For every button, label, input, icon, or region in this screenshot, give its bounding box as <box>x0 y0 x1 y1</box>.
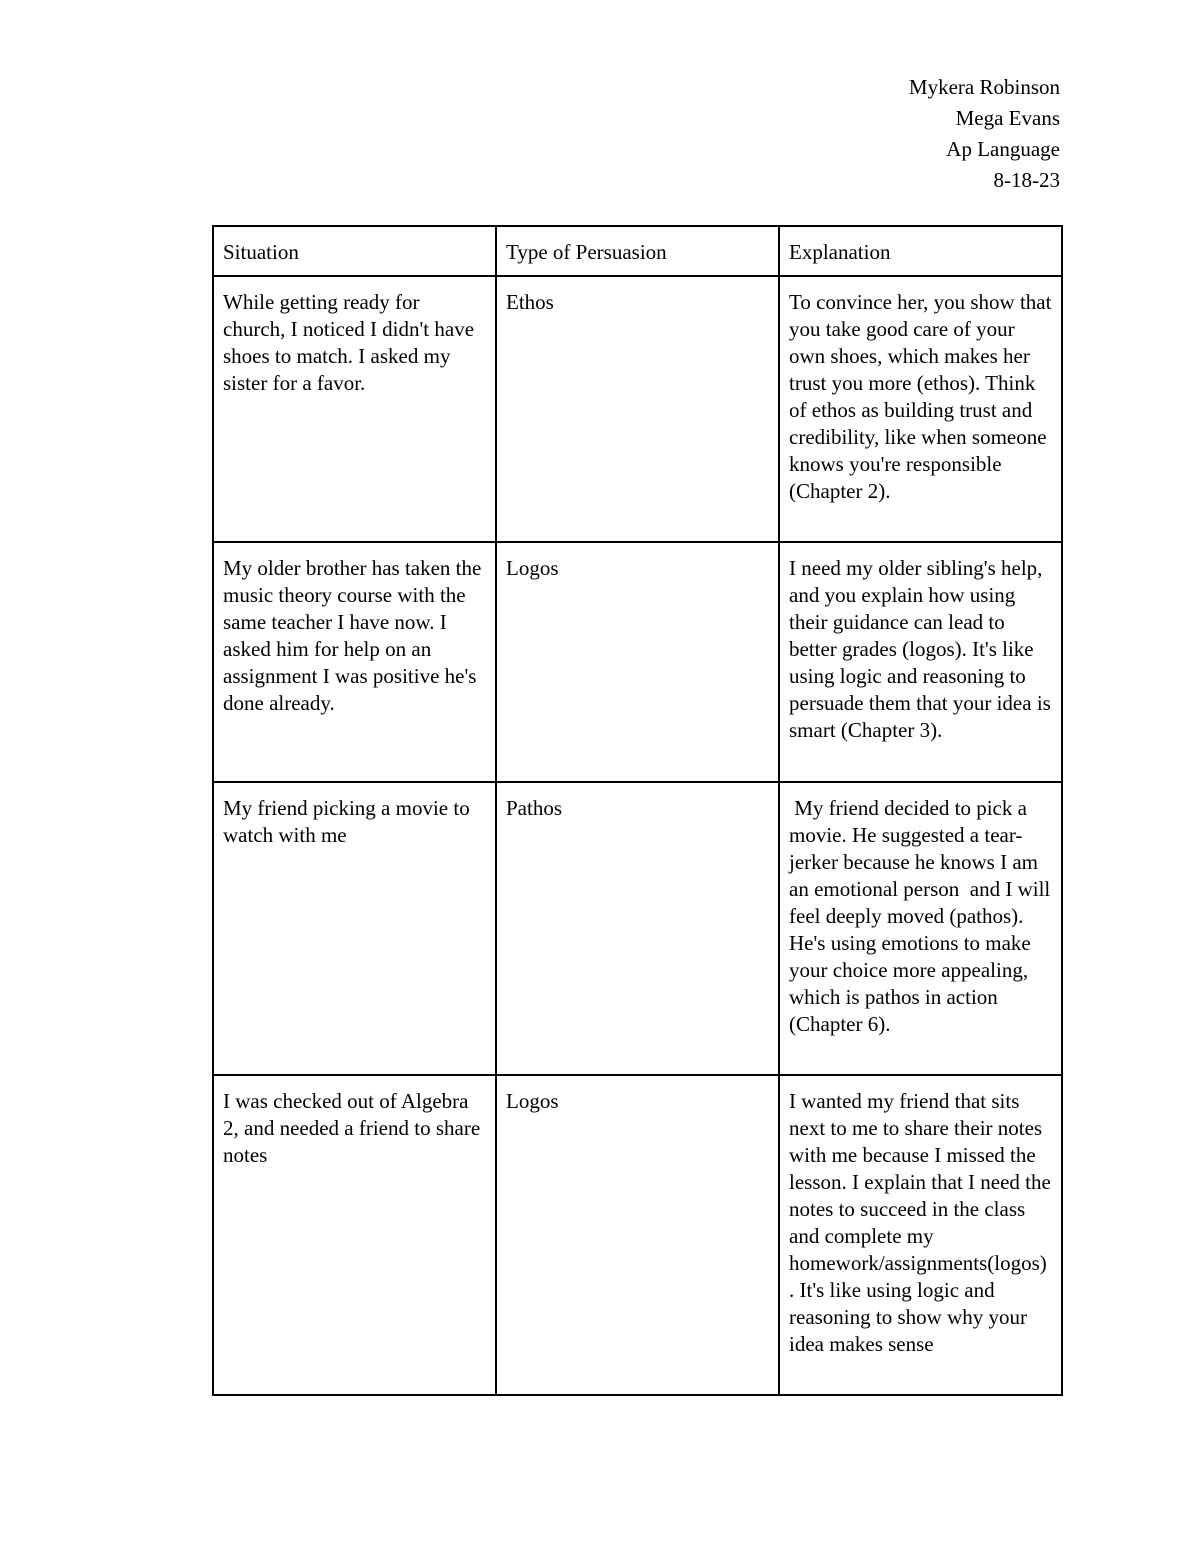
table-row <box>213 542 1062 782</box>
course-name: Ap Language <box>946 137 1060 161</box>
column-header-explanation: Explanation <box>779 226 1062 276</box>
situation-cell: My friend picking a movie to watch with me <box>213 782 496 1075</box>
assignment-date: 8-18-23 <box>993 168 1060 192</box>
table-row <box>213 276 1062 542</box>
table-header-row <box>213 226 1062 276</box>
table-row <box>213 1075 1062 1395</box>
explanation-cell: My friend decided to pick a movie. He suggested a tear-jerker because he knows I am an emotional person and I will feel deeply moved (pathos). He's using emotions to make your choice more appealing, which is pathos in action (Chapter 6). <box>779 782 1062 1075</box>
persuasion-table <box>212 225 1063 1396</box>
column-header-type: Type of Persuasion <box>496 226 779 276</box>
student-name: Mykera Robinson <box>908 75 1060 99</box>
persuasion-type-cell: Ethos <box>496 276 779 542</box>
column-header-situation: Situation <box>213 226 496 276</box>
table-row <box>213 782 1062 1075</box>
situation-cell: I was checked out of Algebra 2, and needed a friend to share notes <box>213 1075 496 1395</box>
persuasion-type-cell: Pathos <box>496 782 779 1075</box>
document-header <box>909 72 1060 196</box>
persuasion-type-cell: Logos <box>496 542 779 782</box>
explanation-cell: I wanted my friend that sits next to me to share their notes with me because I missed the lesson. I explain that I need the notes to succeed in the class and complete my homework/assignments(logos). It's like using logic and reasoning to show why your idea makes sense <box>779 1075 1062 1395</box>
persuasion-type-cell: Logos <box>496 1075 779 1395</box>
situation-cell: While getting ready for church, I noticed I didn't have shoes to match. I asked my sister for a favor. <box>213 276 496 542</box>
teacher-name: Mega Evans <box>955 106 1060 130</box>
explanation-cell: I need my older sibling's help, and you explain how using their guidance can lead to better grades (logos). It's like using logic and reasoning to persuade them that your idea is smart (Chapter 3). <box>779 542 1062 782</box>
situation-cell: My older brother has taken the music theory course with the same teacher I have now. I asked him for help on an assignment I was positive he's done already. <box>213 542 496 782</box>
explanation-cell: To convince her, you show that you take good care of your own shoes, which makes her trust you more (ethos). Think of ethos as building trust and credibility, like when someone knows you're responsible (Chapter 2). <box>779 276 1062 542</box>
